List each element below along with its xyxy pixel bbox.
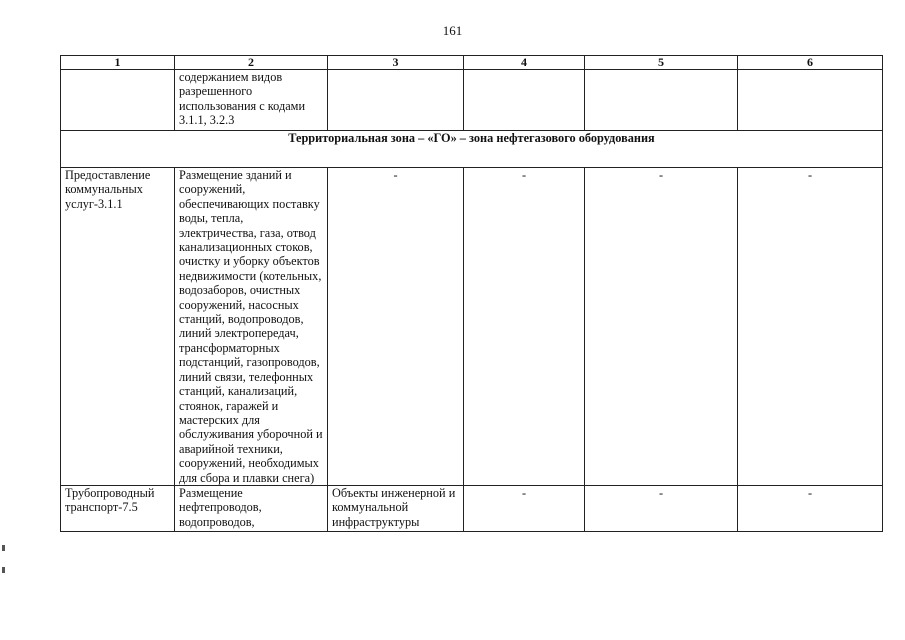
header-col-5: 5 [585, 56, 738, 70]
scan-edge-mark [2, 545, 5, 551]
cell-col5: - [585, 485, 738, 531]
cell-col6 [738, 70, 883, 131]
cell-col4: - [464, 168, 585, 486]
scan-edge-mark [2, 567, 5, 573]
cell-use-description: Размещение нефтепроводов, водопроводов, [175, 485, 328, 531]
cell-use-type: Трубопроводный транспорт-7.5 [61, 485, 175, 531]
header-col-2: 2 [175, 56, 328, 70]
zone-title: Территориальная зона – «ГО» – зона нефтегазового оборудования [61, 131, 883, 168]
page-number: 161 [442, 23, 463, 38]
cell-use-description: содержанием видов разрешенного использования с кодами 3.1.1, 3.2.3 [175, 70, 328, 131]
cell-col4 [464, 70, 585, 131]
cell-col4: - [464, 485, 585, 531]
table-row [61, 485, 883, 531]
header-col-3: 3 [328, 56, 464, 70]
continuation-row [61, 70, 883, 131]
cell-use-type: Предоставление коммунальных услуг-3.1.1 [61, 168, 175, 486]
cell-col5: - [585, 168, 738, 486]
cell-col6: - [738, 168, 883, 486]
cell-col3 [328, 70, 464, 131]
cell-col3: - [328, 168, 464, 486]
table-row [61, 168, 883, 486]
cell-col5 [585, 70, 738, 131]
header-row [61, 56, 883, 70]
cell-col3: Объекты инженерной и коммунальной инфраструктуры [328, 485, 464, 531]
cell-use-description: Размещение зданий и сооружений, обеспечивающих поставку воды, тепла, электричества, газа, отвод канализационных стоков, очистку и уборку объектов недвижимости (котельных, водозаборов, очистных сооружений, насосных станций, водопроводов, линий электропередач, трансформаторных подстанций, газопроводов, линий связи, телефонных станций, канализаций, стоянок, гаражей и мастерских для обслуживания уборочной и аварийной техники, сооружений, необходимых для сбора и плавки снега) [175, 168, 328, 486]
zoning-table [60, 55, 883, 532]
header-col-1: 1 [61, 56, 175, 70]
header-col-4: 4 [464, 56, 585, 70]
cell-use-type [61, 70, 175, 131]
header-col-6: 6 [738, 56, 883, 70]
zone-title-row [61, 131, 883, 168]
cell-col6: - [738, 485, 883, 531]
